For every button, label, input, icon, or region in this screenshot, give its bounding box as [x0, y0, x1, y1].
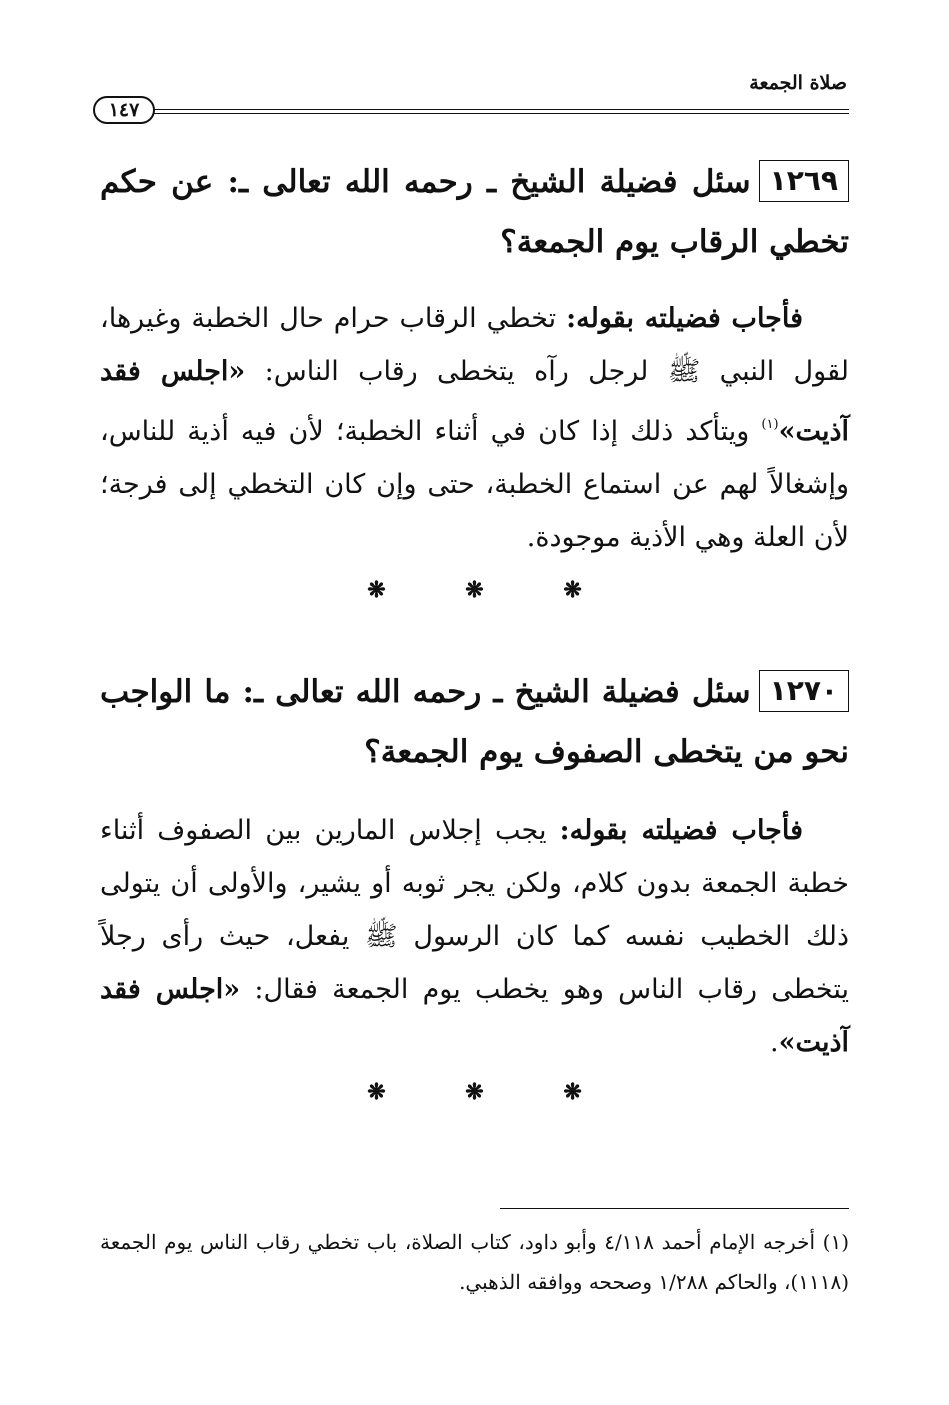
- question-text: سئل فضيلة الشيخ ـ رحمه الله تعالى ـ: ما الواجب نحو من يتخطى الصفوف يوم الجمعة؟: [100, 674, 849, 770]
- answer-end: .: [769, 1027, 779, 1058]
- question-text: سئل فضيلة الشيخ ـ رحمه الله تعالى ـ: عن حكم تخطي الرقاب يوم الجمعة؟: [100, 164, 849, 260]
- fatwa-1269-question: [100, 152, 849, 272]
- section-separator: ❋ ❋ ❋: [367, 577, 618, 603]
- header-rule: [153, 109, 849, 114]
- answer-text-continued: ويتأكد ذلك إذا كان في أثناء الخطبة؛ لأن فيه أذية للناس، وإشغالاً لهم عن استماع الخطبة، حتى وإن كان التخطي إلى فرجة؛ لأن العلة وهي الأذية موجودة.: [100, 416, 849, 553]
- answer-text: يجب إجلاس المارين بين الصفوف أثناء خطبة الجمعة بدون كلام، ولكن يجر ثوبه أو يشير، والأولى أن يتولى ذلك الخطيب نفسه كما كان الرسول ﷺ يفعل، حيث رأى رجلاً يتخطى رقاب الناس وهو يخطب يوم الجمعة فقال:: [100, 815, 849, 1005]
- fatwa-1270-question: [100, 662, 849, 782]
- answer-lead: فأجاب فضيلته بقوله:: [566, 303, 804, 334]
- hadith-quote: «اجلس فقد آذيت»: [100, 356, 849, 447]
- section-separator: ❋ ❋ ❋: [367, 1079, 618, 1105]
- fatwa-1269-answer: [100, 292, 849, 564]
- fatwa-number-box: ١٢٦٩: [759, 160, 849, 202]
- footnote-reference: (١): [761, 417, 779, 432]
- fatwa-number-box: ١٢٧٠: [759, 670, 849, 712]
- fatwa-1270-answer: [100, 804, 849, 1069]
- footnote: (١) أخرجه الإمام أحمد ٤/١١٨ وأبو داود، كتاب الصلاة، باب تخطي رقاب الناس يوم الجمعة (١١١٨)، والحاكم ١/٢٨٨ وصححه ووافقه الذهبي.: [100, 1230, 849, 1294]
- hadith-quote: «اجلس فقد آذيت»: [100, 974, 849, 1058]
- answer-lead: فأجاب فضيلته بقوله:: [559, 815, 804, 846]
- footnote-rule: [500, 1208, 849, 1209]
- running-title: صلاة الجمعة: [749, 72, 847, 94]
- answer-text: تخطي الرقاب حرام حال الخطبة وغيرها، لقول النبي ﷺ لرجل رآه يتخطى رقاب الناس:: [100, 303, 849, 387]
- page-number: ١٤٧: [93, 96, 155, 124]
